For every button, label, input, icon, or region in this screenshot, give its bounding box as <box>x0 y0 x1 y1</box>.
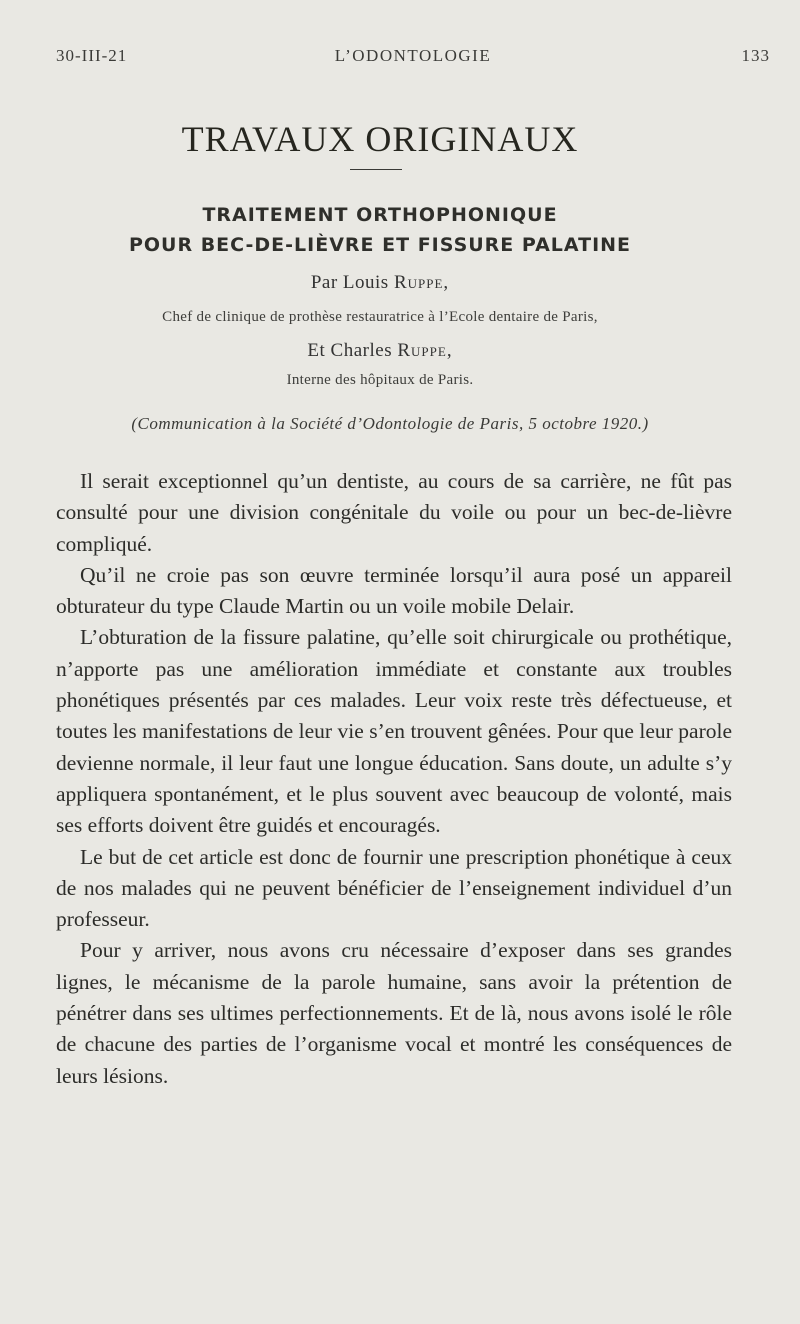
communication-note: (Communication à la Société d’Odontologie de Paris, 5 octobre 1920.) <box>131 414 649 433</box>
paragraph: Le but de cet article est donc de fournir une prescription phonétique à ceux de nos malades qui ne peuvent bénéficier de l’enseignement individuel d’un professeur. <box>56 844 732 932</box>
running-head <box>56 46 770 72</box>
author-1-surname: Ruppe, <box>393 272 450 293</box>
author-2 <box>0 340 760 362</box>
paragraph: L’obturation de la fissure palatine, qu’elle soit chirurgicale ou prothétique, n’apporte pas une amélioration immédiate et constante aux troubles phonétiques présentés par ces malades. Leur voix reste très défectueuse, et toutes les manifestations de leur vie s’en trouvent gênées. Pour que leur parole devienne normale, il leur faut une longue éducation. Sans doute, un adulte s’y appliquera spontanément, et le plus souvent avec beaucoup de volonté, mais ses efforts doivent être guidés et encouragés. <box>56 625 732 838</box>
journal-name: L’ODONTOLOGIE <box>334 46 492 65</box>
article-title-line-1: TRAITEMENT ORTHOPHONIQUE <box>202 204 558 226</box>
author-2-surname: Ruppe, <box>397 340 453 361</box>
paragraph: Il serait exceptionnel qu’un dentiste, au cours de sa carrière, ne fût pas consulté pour une division congénitale du voile ou pour un bec-de-lièvre compliqué. <box>56 469 732 556</box>
author-2-affiliation: Interne des hôpitaux de Paris. <box>286 372 474 388</box>
article-title <box>0 200 760 260</box>
title-rule <box>350 169 402 170</box>
section-title: TRAVAUX ORIGINAUX <box>181 119 579 159</box>
article-body <box>56 466 732 1092</box>
paragraph: Qu’il ne croie pas son œuvre terminée lorsqu’il aura posé un appareil obturateur du type Claude Martin ou un voile mobile Delair. <box>56 562 732 619</box>
author-2-prefix: Et Charles <box>307 340 393 361</box>
paragraph: Pour y arriver, nous avons cru nécessaire d’exposer dans ses grandes lignes, le mécanisme de la parole humaine, sans avoir la prétention de pénétrer dans ses ultimes perfectionnements. Et de là, nous avons isolé le rôle de chacune des parties de l’organisme vocal et montré les conséquences de leurs lésions. <box>56 938 732 1088</box>
author-1-prefix: Par Louis <box>310 272 389 293</box>
page-number: 133 <box>741 46 770 65</box>
author-1-affiliation: Chef de clinique de prothèse restauratrice à l’Ecole dentaire de Paris, <box>162 309 598 325</box>
author-1 <box>0 272 760 294</box>
issue-date: 30-III-21 <box>56 46 128 65</box>
article-title-line-2: POUR BEC-DE-LIÈVRE ET FISSURE PALATINE <box>128 234 632 256</box>
